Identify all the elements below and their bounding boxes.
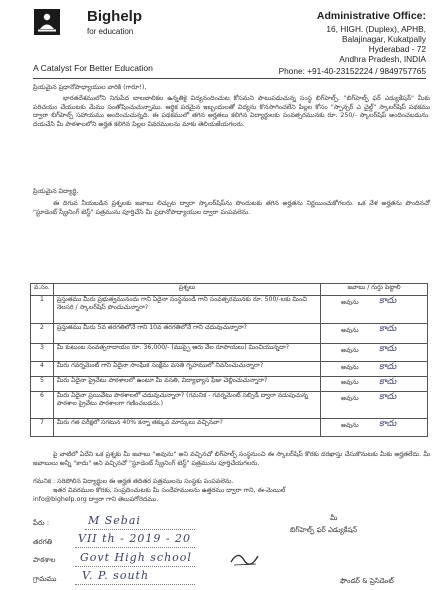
answer-yes: అవును: [341, 347, 359, 354]
row-number: 1: [31, 296, 54, 324]
class-value[interactable]: VII th - 2019 - 20: [78, 532, 192, 545]
handwritten-answer: కాదు: [379, 296, 397, 306]
answer-yes: అవును: [341, 379, 359, 386]
col-header-number: వ.సం.: [31, 284, 54, 296]
answer-yes: అవును: [341, 364, 359, 371]
question-text: మీ కుటుంబ సంవత్సరాదాయం రూ. 36,000/- (ముప్పై ఆరు వేల రూపాయలు) మించియున్నదా?: [53, 344, 320, 362]
handwritten-answer: కాదు: [379, 377, 397, 387]
question-text: ప్రస్తుతము మీరు ప్రభుత్వమునందు గాని ఏదైనా సంస్థనుండి గాని సంవత్సరమునకు రూ. 500/-లకు మించి నెలసరి / స్కాలర్‌షిప్ పొందుచున్నారా?: [53, 296, 320, 324]
row-number: 2: [31, 324, 54, 344]
school-underline: [75, 566, 195, 567]
contact-email: info@bighelp.org ద్వారా గాని తెలుపగోరెదము.: [33, 496, 159, 503]
brand-subtitle: for education: [87, 27, 134, 36]
row-number: 7: [31, 419, 54, 437]
table-row: [31, 377, 428, 392]
contact-text: ఇతర వివరముల కొరకు, సంప్రదించుటకు మీ సందేహములను ఉత్తరము ద్వారా గాని, ఈ-మెయిల్: [53, 487, 286, 494]
handwritten-answer: కాదు: [379, 419, 397, 429]
handwritten-answer: కాదు: [379, 344, 397, 354]
school-label: పాఠశాల: [33, 556, 56, 564]
answer-yes: అవును: [341, 395, 359, 402]
row-number: 3: [31, 344, 54, 362]
col-header-questions: ప్రశ్నలు: [53, 284, 320, 296]
question-text: మీరు ఏదైనా ప్రయివేటు పాఠశాలలో చదువుచున్నారా? (గమనిక - గవర్నమెంట్ సబ్సిడీ ద్వారా నడుపుచున్న పాఠశాల ప్రైవేటు పాఠశాలగా గణించబడదు.): [53, 392, 320, 419]
class-label: తరగతి: [33, 538, 53, 546]
col-header-answer: జవాబు / గుర్తు పెట్టాలి: [321, 284, 428, 296]
office-title: Administrative Office:: [316, 10, 426, 22]
closing-paragraph: పై వాటిలో ఏదేని ఒక ప్రశ్నకు మీ జవాబు "అవును" అని వచ్చినచో బిగ్‌హెల్ప్ సంస్థనుంచి ఈ స్కాలర్‌షిప్ కొరకు దరఖాస్తు చేసుకొనుటకు మీకు అర్హతలేదు. మీ జవాబులు అన్నీ "కాదు" అని వచ్చినచో "స్టూడెంట్ స్క్రీనింగ్ టెస్ట్" పత్రమును పూర్తిచేయగలరు.: [33, 451, 430, 467]
table-row: [31, 362, 428, 377]
address-line-2: Balajinagar, Kukatpally: [342, 34, 426, 44]
table-row: [31, 419, 428, 437]
signature-org: బిగ్‌హెల్ప్ ఫర్ ఎడ్యుకేషన్: [290, 526, 358, 534]
answer-yes: అవును: [341, 422, 359, 429]
signature-greeting: మీ: [330, 514, 338, 522]
table-row: [31, 392, 428, 419]
address-line-3: Hyderabad - 72: [368, 44, 426, 54]
tagline: A Catalyst For Better Education: [33, 63, 153, 73]
name-underline: [85, 529, 195, 530]
brand-name: Bighelp: [87, 8, 142, 25]
village-label: గ్రామము: [33, 575, 57, 583]
name-label: పేరు :: [33, 519, 50, 527]
answer-cell[interactable]: [321, 362, 428, 377]
village-underline: [75, 584, 195, 585]
row-number: 6: [31, 392, 54, 419]
note-text: గమనిక : సరిపోలిన విద్యార్థుల ఈ అర్హత తదితర పత్రములను సంస్థకు పంపవలెను.: [33, 478, 234, 485]
answer-cell[interactable]: [321, 296, 428, 324]
answer-cell[interactable]: [321, 419, 428, 437]
intro-paragraph: భారతదేశములోని నిరుపేద బాలబాలికల ఉన్నతికై విద్యనందించుట కోసమని పాటుపడుచున్న సంస్థ బిగ్‌హెల్ప్. "బిగ్‌హెల్ప్ ఫర్ ఎడ్యుకేషన్" మీకు పరిచయం చేయుటకు మేము సంతోషించుచున్నాము. ఆర్థిక పరమైన ఇబ్బందులతో విద్యను కొనసాగించలేని పిల్లల కోసం "స్పాన్సర్ ఎ చైల్డ్" స్కాలర్‌షిప్ పథకము ద్వారా బిగ్‌హెల్ప్ సహాయము అందించుచున్నది. ఈ పథకములో తగిన అర్హతలు కలిగిన విద్యార్థులకు సంవత్సరమునకు రూ. 250/- స్కాలర్‌షిప్ అందించబడును. దయచేసి మీ పాఠశాలలోని అర్హత కలిగిన పిల్లల వివరములను మాకు తెలియజేయగలరు.: [33, 95, 430, 128]
question-text: మీరు గవర్నమెంట్ గాని ఏదైనా సాంఘిక సంక్షేమ వసతి గృహములో నివసించుచున్నారా?: [53, 362, 320, 377]
address-line-4: Andhra Pradesh, INDIA: [339, 54, 426, 64]
answer-yes: అవును: [341, 299, 359, 306]
question-text: ప్రస్తుతము మీరు 5వ తరగతిలోనే గాని 10వ తరగతిలోనే గాని చదువుచున్నారా?: [53, 324, 320, 344]
question-text: మీరు గత పరీక్షలో సగటున 40% కన్నా తక్కువ మార్కులు వచ్చినవా?: [53, 419, 320, 437]
class-underline: [75, 547, 195, 548]
eligibility-table: [30, 283, 428, 437]
handwritten-answer: కాదు: [379, 362, 397, 372]
instructions-paragraph: ఈ దిగువ నీయబడిన ప్రశ్నలకు జవాబు లిచ్చుట ద్వారా స్కాలర్‌షిప్‌ను పొందుటకు తగిన అర్హతను నిర్ణయించుకోగలరు. ఒక వేళ అర్హతను పొందినచో "స్టూడెంట్ స్క్రీనింగ్ టెస్ట్" పత్రమును పూర్తిచేసి మీ ప్రధానోపాధ్యాయుల ద్వారా పంపవలెను.: [33, 200, 430, 216]
answer-cell[interactable]: [321, 344, 428, 362]
signature-scribble: [228, 548, 264, 568]
question-text: మీరు ఏదైనా ప్రైవేటు పాఠశాలలో ఉంటూ మీ వసతి, విద్యాభ్యాస ఫీజు చెల్లించుచున్నారా?: [53, 377, 320, 392]
answer-cell[interactable]: [321, 324, 428, 344]
table-row: [31, 296, 428, 324]
handwritten-answer: కాదు: [379, 392, 397, 402]
answer-cell[interactable]: [321, 377, 428, 392]
address-line-1: 16, HIGH. (Duplex), APHB,: [326, 24, 426, 34]
student-salutation: ప్రియమైన విద్యార్థి,: [33, 188, 79, 195]
answer-cell[interactable]: [321, 392, 428, 419]
handwritten-answer: కాదు: [379, 324, 397, 334]
header-divider: [33, 78, 426, 79]
row-number: 4: [31, 362, 54, 377]
name-value[interactable]: M Sebai: [88, 514, 141, 527]
table-row: [31, 324, 428, 344]
bighelp-logo-icon: [34, 9, 60, 35]
phone-line: Phone: +91-40-23152224 / 9849757765: [278, 66, 426, 76]
salutation: ప్రియమైన ప్రధానోపాధ్యాయుల వారికి (గారూ!),: [33, 84, 147, 91]
village-value[interactable]: V. P. south: [82, 569, 150, 582]
school-value[interactable]: Govt High school: [80, 551, 192, 564]
answer-yes: అవును: [341, 327, 359, 334]
row-number: 5: [31, 377, 54, 392]
signature-title: ఫౌండర్ & ప్రెసిడెంట్: [340, 577, 394, 585]
table-row: [31, 344, 428, 362]
